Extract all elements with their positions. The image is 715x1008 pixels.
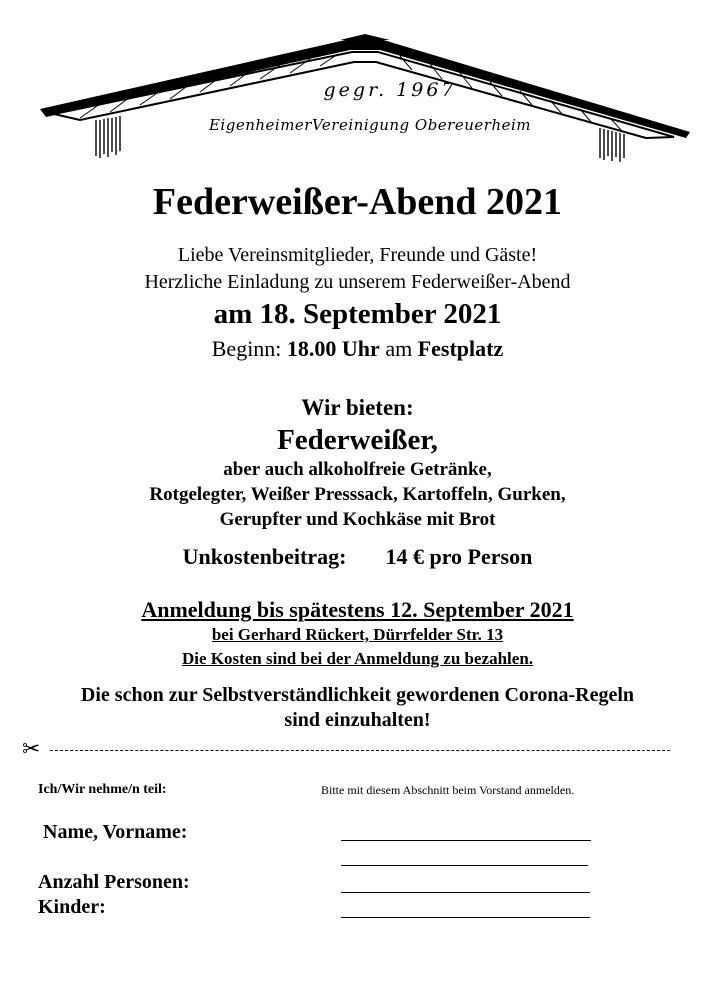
slip-note: Bitte mit diesem Abschnitt beim Vorstand anmelden.: [321, 783, 575, 797]
event-location: Festplatz: [417, 336, 504, 361]
event-date: am 18. September 2021: [213, 298, 502, 330]
cut-line: [50, 750, 670, 751]
corona-line-1: Die schon zur Selbstverständlichkeit gewordenen Corona-Regeln: [80, 684, 635, 706]
fee-info: [0, 544, 715, 570]
offer-heading: Wir bieten:: [301, 395, 414, 420]
start-at: am: [385, 336, 413, 361]
name-field-line-1[interactable]: [341, 840, 591, 841]
registration-contact: bei Gerhard Rückert, Dürrfelder Str. 13: [211, 625, 504, 644]
children-label: Kinder:: [38, 896, 106, 918]
children-field-line[interactable]: [341, 917, 590, 918]
start-label: Beginn:: [211, 336, 282, 361]
registration-deadline: Anmeldung bis spätestens 12. September 2021: [141, 597, 574, 622]
registration-payment: Die Kosten sind bei der Anmeldung zu bezahlen.: [181, 649, 534, 668]
page-title: Federweißer-Abend 2021: [152, 181, 563, 223]
name-field-line-2[interactable]: [341, 865, 588, 866]
start-info: [0, 336, 715, 362]
corona-line-2: sind einzuhalten!: [284, 709, 431, 731]
participate-label: Ich/Wir nehme/n teil:: [38, 782, 167, 797]
offer-line-3: Gerupfter und Kochkäse mit Brot: [219, 509, 496, 530]
persons-label: Anzahl Personen:: [38, 871, 190, 893]
name-label: Name, Vorname:: [43, 821, 188, 843]
scissors-icon: ✂: [22, 737, 41, 762]
offer-line-1: aber auch alkoholfreie Getränke,: [223, 459, 492, 480]
persons-field-line[interactable]: [341, 892, 590, 893]
invite-text: Herzliche Einladung zu unserem Federweißer-Abend: [144, 271, 571, 293]
start-time: 18.00 Uhr: [286, 336, 380, 361]
greeting-text: Liebe Vereinsmitglieder, Freunde und Gäste!: [177, 244, 538, 266]
logo-club-name: EigenheimerVereinigung Obereuerheim: [208, 116, 531, 134]
offer-main: Federweißer,: [277, 424, 438, 456]
roof-logo-graphic: [40, 34, 690, 169]
club-logo: [40, 34, 690, 169]
fee-value: 14 € pro Person: [385, 544, 533, 569]
logo-founded-text: gegr. 1967: [323, 79, 457, 101]
offer-line-2: Rotgelegter, Weißer Presssack, Kartoffeln, Gurken,: [149, 484, 566, 505]
fee-label: Unkostenbeitrag:: [182, 544, 347, 569]
